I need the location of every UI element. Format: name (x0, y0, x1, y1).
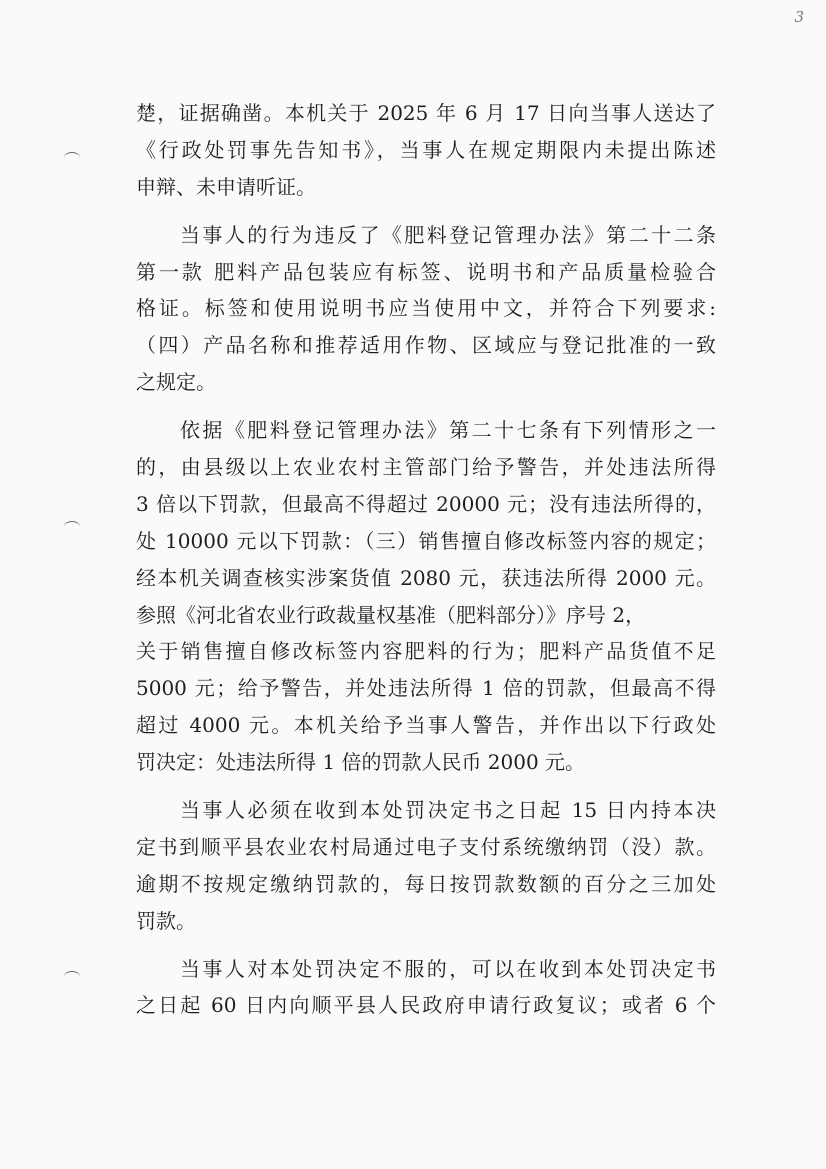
text-line: 定书到顺平县农业农村局通过电子支付系统缴纳罚（没）款。 (136, 834, 716, 859)
paragraph-appeal (136, 951, 716, 1025)
paragraph-violation (136, 217, 716, 401)
text-line: 当事人必须在收到本处罚决定书之日起 15 日内持本决 (180, 798, 716, 823)
document-body (136, 95, 716, 1024)
text-line: （四）产品名称和推荐适用作物、区域应与登记批准的一致 (136, 333, 716, 358)
text-line: 处 10000 元以下罚款：（三）销售擅自修改标签内容的规定； (136, 528, 716, 553)
paragraph-payment (136, 792, 716, 940)
text-line: 楚，证据确凿。本机关于 2025 年 6 月 17 日向当事人送达了 (136, 101, 716, 125)
text-line: 第一款 肥料产品包装应有标签、说明书和产品质量检验合 (136, 259, 716, 284)
text-line: 参照《河北省农业行政裁量权基准（肥料部分）》序号 2， (136, 602, 646, 627)
text-line: 格证。标签和使用说明书应当使用中文，并符合下列要求: (136, 296, 716, 321)
text-line: 申辩、未申请听证。 (136, 174, 316, 199)
punch-hole-mark (64, 152, 80, 163)
text-line: 罚款。 (136, 908, 196, 933)
text-line: 的，由县级以上农业农村主管部门给予警告，并处违法所得 (136, 455, 716, 480)
paragraph-evidence (136, 95, 716, 206)
text-line: 经本机关调查核实涉案货值 2080 元，获违法所得 2000 元。 (136, 565, 716, 590)
text-line: 之规定。 (136, 370, 216, 395)
punch-hole-mark (64, 521, 80, 532)
page-number: 3 (794, 8, 804, 26)
text-line: 当事人的行为违反了《肥料登记管理办法》第二十二条 (180, 222, 716, 247)
text-line: 当事人对本处罚决定不服的，可以在收到本处罚决定书 (180, 956, 716, 981)
text-line: 《行政处罚事先告知书》，当事人在规定期限内未提出陈述 (136, 137, 716, 162)
text-line: 罚决定：处违法所得 1 倍的罚款人民币 2000 元。 (136, 750, 586, 775)
punch-hole-mark (64, 971, 80, 982)
text-line: 超过 4000 元。本机关给予当事人警告，并作出以下行政处 (136, 713, 716, 738)
text-line: 之日起 60 日内向顺平县人民政府申请行政复议；或者 6 个 (136, 993, 716, 1018)
text-line: 关于销售擅自修改标签内容肥料的行为；肥料产品货值不足 (136, 639, 716, 664)
paragraph-penalty-basis (136, 412, 716, 781)
text-line: 逾期不按规定缴纳罚款的，每日按罚款数额的百分之三加处 (136, 871, 716, 896)
text-line: 依据《肥料登记管理办法》第二十七条有下列情形之一 (180, 418, 716, 443)
text-line: 5000 元；给予警告，并处违法所得 1 倍的罚款，但最高不得 (136, 676, 716, 701)
text-line: 3 倍以下罚款，但最高不得超过 20000 元；没有违法所得的， (136, 491, 716, 516)
